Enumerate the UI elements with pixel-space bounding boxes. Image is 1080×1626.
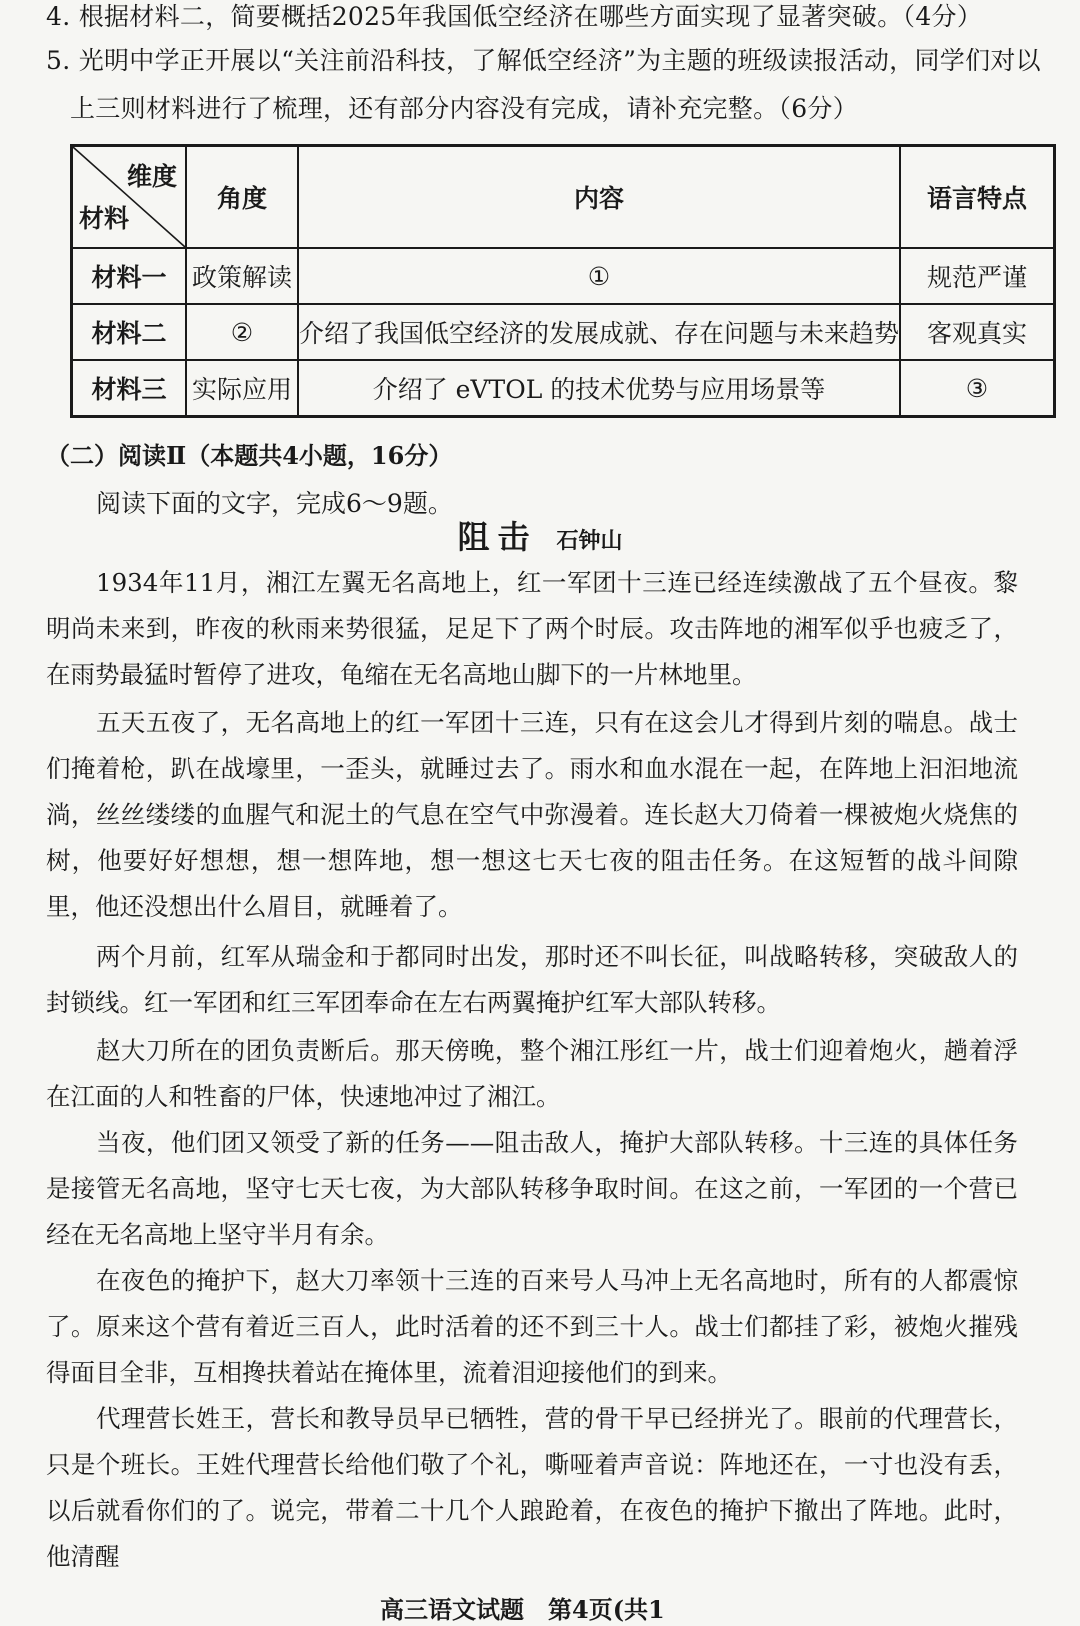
row-material: 材料二: [72, 304, 187, 360]
question-5-line-2: 上三则材料进行了梳理，还有部分内容没有完成，请补充完整。（6分）: [70, 94, 859, 123]
story-paragraph: 赵大刀所在的团负责断后。那天傍晚，整个湘江彤红一片，战士们迎着炮火，趟着浮在江面的人和牲畜的尸体，快速地冲过了湘江。: [46, 1036, 1018, 1111]
row-content: 介绍了我国低空经济的发展成就、存在问题与未来趋势: [298, 304, 900, 360]
story-paragraph: 当夜，他们团又领受了新的任务——阻击敌人，掩护大部队转移。十三连的具体任务是接管无名高地，坚守七天七夜，为大部队转移争取时间。在这之前，一军团的一个营已经在无名高地上坚守半月有余。: [46, 1128, 1018, 1249]
table-row: [72, 360, 1055, 417]
corner-dimension-label: 维度: [126, 162, 177, 191]
row-style: ③: [900, 360, 1054, 417]
table-row: [72, 304, 1055, 360]
row-content: 介绍了 eVTOL 的技术优势与应用场景等: [298, 360, 900, 417]
story-paragraph: 两个月前，红军从瑞金和于都同时出发，那时还不叫长征，叫战略转移，突破敌人的封锁线。红一军团和红三军团奉命在左右两翼掩护红军大部队转移。: [46, 942, 1018, 1017]
header-language-style: 语言特点: [900, 146, 1054, 249]
row-angle: 实际应用: [186, 360, 298, 417]
story-title-block: [0, 512, 1080, 558]
story-paragraph: 在夜色的掩护下，赵大刀率领十三连的百来号人马冲上无名高地时，所有的人都震惊了。原来这个营有着近三百人，此时活着的还不到三十人。战士们都挂了彩，被炮火摧残得面目全非，互相搀扶着站在掩体里，流着泪迎接他们的到来。: [46, 1266, 1018, 1387]
table-header-row: [72, 146, 1055, 249]
row-content: ①: [298, 248, 900, 304]
section-instruction: 阅读下面的文字，完成6～9题。: [96, 489, 453, 518]
story-paragraph: 代理营长姓王，营长和教导员早已牺牲，营的骨干早已经拼光了。眼前的代理营长，只是个班长。王姓代理营长给他们敬了个礼，嘶哑着声音说：阵地还在，一寸也没有丢，以后就看你们的了。说完，带着二十几个人踉跄着，在夜色的掩护下撤出了阵地。此时，他清醒: [46, 1404, 1018, 1571]
row-style: 客观真实: [900, 304, 1054, 360]
story-author: 石钟山: [556, 528, 623, 554]
table-row: [72, 248, 1055, 304]
row-angle: ②: [186, 304, 298, 360]
section-heading: （二）阅读Ⅱ（本题共4小题，16分）: [46, 441, 453, 470]
story-title: 阻击: [457, 518, 538, 556]
page-footer: 高三语文试题 第4页(共1: [380, 1595, 665, 1624]
row-style: 规范严谨: [900, 248, 1054, 304]
header-angle: 角度: [186, 146, 298, 249]
corner-material-label: 材料: [79, 204, 130, 233]
summary-table: [70, 144, 1056, 418]
header-content: 内容: [298, 146, 900, 249]
story-paragraph: 五天五夜了，无名高地上的红一军团十三连，只有在这会儿才得到片刻的喘息。战士们掩着枪，趴在战壕里，一歪头，就睡过去了。雨水和血水混在一起，在阵地上汩汩地流淌，丝丝缕缕的血腥气和泥土的气息在空气中弥漫着。连长赵大刀倚着一棵被炮火烧焦的树，他要好好想想，想一想阵地，想一想这七天七夜的阻击任务。在这短暂的战斗间隙里，他还没想出什么眉目，就睡着了。: [46, 708, 1018, 921]
row-material: 材料三: [72, 360, 187, 417]
story-paragraph: 1934年11月，湘江左翼无名高地上，红一军团十三连已经连续激战了五个昼夜。黎明尚未来到，昨夜的秋雨来势很猛，足足下了两个时辰。攻击阵地的湘军似乎也疲乏了，在雨势最猛时暂停了进攻，龟缩在无名高地山脚下的一片林地里。: [46, 568, 1018, 689]
question-5-line-1: 5. 光明中学正开展以“关注前沿科技，了解低空经济”为主题的班级读报活动，同学们对以: [46, 46, 1041, 75]
question-4: 4. 根据材料二，简要概括2025年我国低空经济在哪些方面实现了显著突破。（4分）: [46, 2, 983, 31]
row-material: 材料一: [72, 248, 187, 304]
row-angle: 政策解读: [186, 248, 298, 304]
table-corner-cell: [72, 146, 187, 249]
